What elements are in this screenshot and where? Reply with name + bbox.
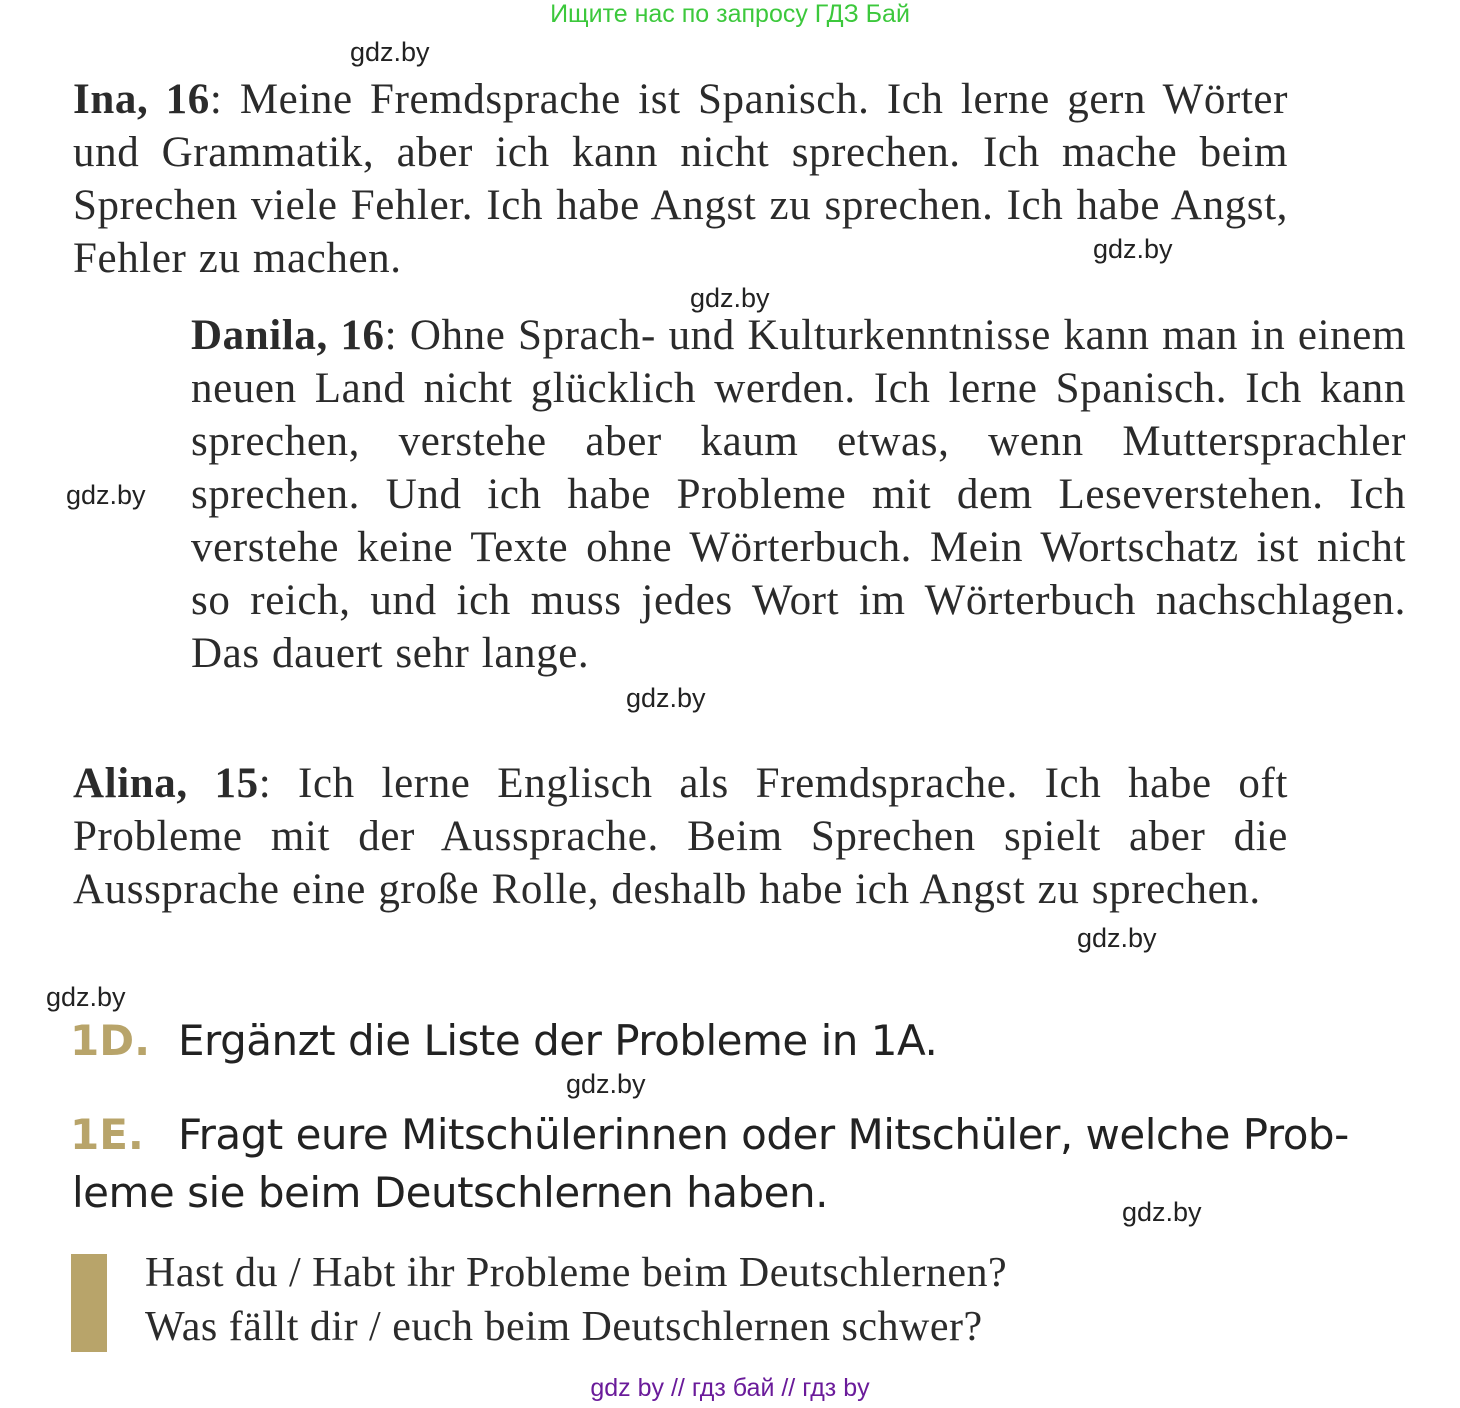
paragraph-alina: Alina, 15: Ich lerne Englisch als Fremdsprache. Ich habe oft Probleme mit der Aussprache. Beim Sprechen spielt aber die Aussprache eine große Rolle, deshalb habe ich Angst zu sprechen. xyxy=(73,760,1289,913)
watermark: gdz.by xyxy=(1093,234,1173,264)
watermark: gdz.by xyxy=(46,982,126,1012)
paragraph-danila-text: Ohne Sprach- und Kulturkenntnisse kann man in einem neuen Land nicht glücklich werden. Ich lerne Spanisch. Ich kann sprechen, verstehe aber kaum etwas, wenn Muttersprachler sprechen. Und ich habe Probleme mit dem Leseverstehen. Ich verstehe keine Texte ohne Wörterbuch. Mein Wortschatz ist nicht so reich, und ich muss jedes Wort im Wörterbuch nachschlagen. Das dauert sehr lange. xyxy=(191,312,1406,677)
exercise-number: 1E. xyxy=(70,1110,144,1159)
paragraph-alina-text: Ich lerne Englisch als Fremdsprache. Ich habe oft Probleme mit der Aussprache. Beim Sprechen spielt aber die Aussprache eine große Rolle, deshalb habe ich Angst zu sprechen. xyxy=(73,760,1289,913)
question-line: Was fällt dir / euch beim Deutschlernen schwer? xyxy=(145,1304,983,1350)
exercise-1e-text-line2: leme sie beim Deutschlernen haben. xyxy=(72,1168,828,1217)
exercise-1d-text: Ergänzt die Liste der Probleme in 1A. xyxy=(178,1016,938,1065)
watermark: gdz.by xyxy=(626,683,706,713)
speaker-danila: Danila, 16 xyxy=(191,312,385,359)
paragraph-ina-text: Meine Fremdsprache ist Spanisch. Ich lerne gern Wörter und Grammatik, aber ich kann nicht sprechen. Ich mache beim Sprechen viele Fehler. Ich habe Angst zu sprechen. Ich habe Angst, Fehler zu machen. xyxy=(73,76,1288,282)
exercise-1d xyxy=(70,1016,150,1065)
exercise-number: 1D. xyxy=(70,1016,151,1065)
watermark: gdz.by xyxy=(690,283,770,313)
paragraph-ina: Ina, 16: Meine Fremdsprache ist Spanisch. Ich lerne gern Wörter und Grammatik, aber ich kann nicht sprechen. Ich mache beim Sprechen viele Fehler. Ich habe Angst zu sprechen. Ich habe Angst, Fehler zu machen. xyxy=(73,76,1288,282)
exercise-1e-text-line1: Fragt eure Mitschülerinnen oder Mitschüler, welche Prob- xyxy=(178,1110,1349,1159)
question-accent-bar xyxy=(71,1254,107,1352)
watermark: gdz.by xyxy=(66,480,146,510)
top-banner: Ищите нас по запросу ГДЗ Бай xyxy=(550,0,910,28)
exercise-1e xyxy=(70,1110,144,1159)
speaker-alina: Alina, 15 xyxy=(73,760,259,807)
watermark: gdz.by xyxy=(1122,1197,1202,1227)
speaker-ina: Ina, 16 xyxy=(73,76,210,123)
footer: gdz by // гдз бай // гдз by xyxy=(590,1374,870,1402)
watermark: gdz.by xyxy=(350,37,430,67)
watermark: gdz.by xyxy=(1077,923,1157,953)
question-line: Hast du / Habt ihr Probleme beim Deutschlernen? xyxy=(145,1250,1008,1296)
watermark: gdz.by xyxy=(566,1069,646,1099)
paragraph-danila: Danila, 16: Ohne Sprach- und Kulturkenntnisse kann man in einem neuen Land nicht glücklich werden. Ich lerne Spanisch. Ich kann sprechen, verstehe aber kaum etwas, wenn Muttersprachler sprechen. Und ich habe Probleme mit dem Leseverstehen. Ich verstehe keine Texte ohne Wörterbuch. Mein Wortschatz ist nicht so reich, und ich muss jedes Wort im Wörterbuch nachschlagen. Das dauert sehr lange. xyxy=(191,312,1406,677)
